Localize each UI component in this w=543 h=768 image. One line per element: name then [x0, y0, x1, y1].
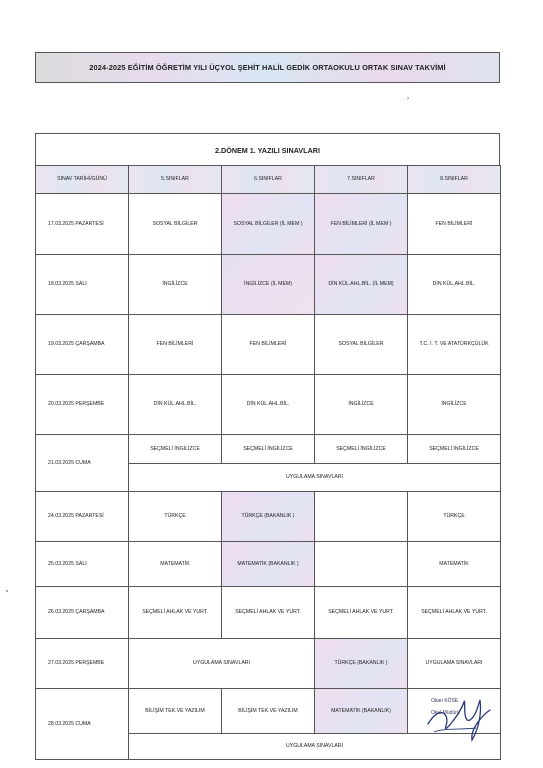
cell-grade-7: TÜRKÇE (BAKANLIK ) — [315, 639, 408, 689]
row-date: 17.03.2025 PAZARTESİ — [36, 194, 129, 255]
cell-grade-6: DİN KÜL.AHL.BİL. — [222, 375, 315, 435]
cell-grade-5-6: UYGULAMA SINAVLARI — [129, 639, 315, 689]
cell-grade-6: SEÇMELİ İNGİLİZCE — [222, 435, 315, 464]
document-title: 2024-2025 EĞİTİM ÖĞRETİM YILI ÜÇYOL ŞEHİT HALİL GEDİK ORTAOKULU ORTAK SINAV TAKVİMİ — [35, 52, 500, 83]
signatory-title: Okul Müdürü — [431, 710, 460, 716]
header-grade-6: 6.SINIFLAR — [222, 166, 315, 194]
cell-grade-5: TÜRKÇE — [129, 492, 222, 542]
row-date: 27.03.2025 PERŞEMBE — [36, 639, 129, 689]
cell-grade-7: SOSYAL BİLGİLER — [315, 315, 408, 375]
cell-grade-7: MATEMATİK (BAKANLIK) — [315, 689, 408, 734]
cell-grade-7: SEÇMELİ İNGİLİZCE — [315, 435, 408, 464]
cell-practical-exams: UYGULAMA SINAVLARI — [129, 464, 501, 492]
cell-grade-5: İNGİLİZCE — [129, 255, 222, 315]
cell-grade-6: BİLİŞİM TEK.VE YAZILIM — [222, 689, 315, 734]
cell-grade-6: İNGİLİZCE (İL MEM) — [222, 255, 315, 315]
cell-grade-8: İNGİLİZCE — [408, 375, 501, 435]
cell-grade-5: DİN KÜL.AHL.BİL. — [129, 375, 222, 435]
cell-grade-6: TÜRKÇE (BAKANLIK ) — [222, 492, 315, 542]
row-date: 19.03.2025 ÇARŞAMBA — [36, 315, 129, 375]
table-row — [36, 255, 501, 315]
table-row — [36, 375, 501, 435]
table-row — [36, 315, 501, 375]
cell-grade-8: SEÇMELİ AHLAK VE YURT. — [408, 587, 501, 639]
cell-grade-6: SOSYAL BİLGİLER (İL MEM ) — [222, 194, 315, 255]
cell-grade-6: SEÇMELİ AHLAK VE YURT. — [222, 587, 315, 639]
cell-grade-7 — [315, 542, 408, 587]
cell-grade-5: SEÇMELİ İNGİLİZCE — [129, 435, 222, 464]
row-date: 20.03.2025 PERŞEMBE — [36, 375, 129, 435]
scan-speck — [6, 590, 8, 592]
cell-grade-8: TÜRKÇE — [408, 492, 501, 542]
cell-grade-8: DİN KÜL.AHL.BİL. — [408, 255, 501, 315]
section-title: 2.DÖNEM 1. YAZILI SINAVLARI — [35, 133, 500, 166]
cell-grade-8: MATEMATİK — [408, 542, 501, 587]
cell-grade-7: DİN KÜL.AHL.BİL. (İL MEM) — [315, 255, 408, 315]
cell-grade-5: MATEMATİK — [129, 542, 222, 587]
cell-grade-5: SEÇMELİ AHLAK VE YURT. — [129, 587, 222, 639]
row-date: 18.03.2025 SALI — [36, 255, 129, 315]
table-header-row — [36, 166, 501, 194]
cell-grade-6: FEN BİLİMLERİ — [222, 315, 315, 375]
cell-practical-exams: UYGULAMA SINAVLARI — [129, 734, 501, 760]
header-grade-8: 8.SINIFLAR — [408, 166, 501, 194]
stray-mark: › — [407, 96, 409, 102]
row-date: 21.03.2025 CUMA — [36, 435, 129, 492]
table-row — [36, 435, 501, 464]
cell-grade-5: BİLİŞİM TEK.VE YAZILIM — [129, 689, 222, 734]
cell-grade-5: FEN BİLİMLERİ — [129, 315, 222, 375]
cell-grade-8: UYGULAMA SINAVLARI — [408, 639, 501, 689]
header-date: SINAV TARİHİ/GÜNÜ — [36, 166, 129, 194]
row-date: 26.03.2025 ÇARŞAMBA — [36, 587, 129, 639]
cell-grade-6: MATEMATİK (BAKANLIK ) — [222, 542, 315, 587]
row-date: 24.03.2025 PAZARTESİ — [36, 492, 129, 542]
signatory-name: Okan KÖSE — [431, 698, 459, 704]
row-date: 25.03.2025 SALI — [36, 542, 129, 587]
cell-grade-8: SEÇMELİ İNGİLİZCE — [408, 435, 501, 464]
cell-grade-7: FEN BİLİMLERİ (İL MEM ) — [315, 194, 408, 255]
table-row — [36, 194, 501, 255]
header-grade-7: 7.SINIFLAR — [315, 166, 408, 194]
table-row — [36, 639, 501, 689]
schedule-table — [35, 165, 501, 760]
row-date: 28.03.2025 CUMA — [36, 689, 129, 760]
cell-grade-8: T.C. İ. T. VE ATATÜRKÇÜLÜK — [408, 315, 501, 375]
cell-grade-7: İNGİLİZCE — [315, 375, 408, 435]
table-row — [36, 542, 501, 587]
cell-grade-8: FEN BİLİMLERİ — [408, 194, 501, 255]
cell-grade-5: SOSYAL BİLGİLER — [129, 194, 222, 255]
table-row — [36, 492, 501, 542]
header-grade-5: 5.SINIFLAR — [129, 166, 222, 194]
cell-grade-7: SEÇMELİ AHLAK VE YURT. — [315, 587, 408, 639]
table-row — [36, 587, 501, 639]
cell-grade-7 — [315, 492, 408, 542]
